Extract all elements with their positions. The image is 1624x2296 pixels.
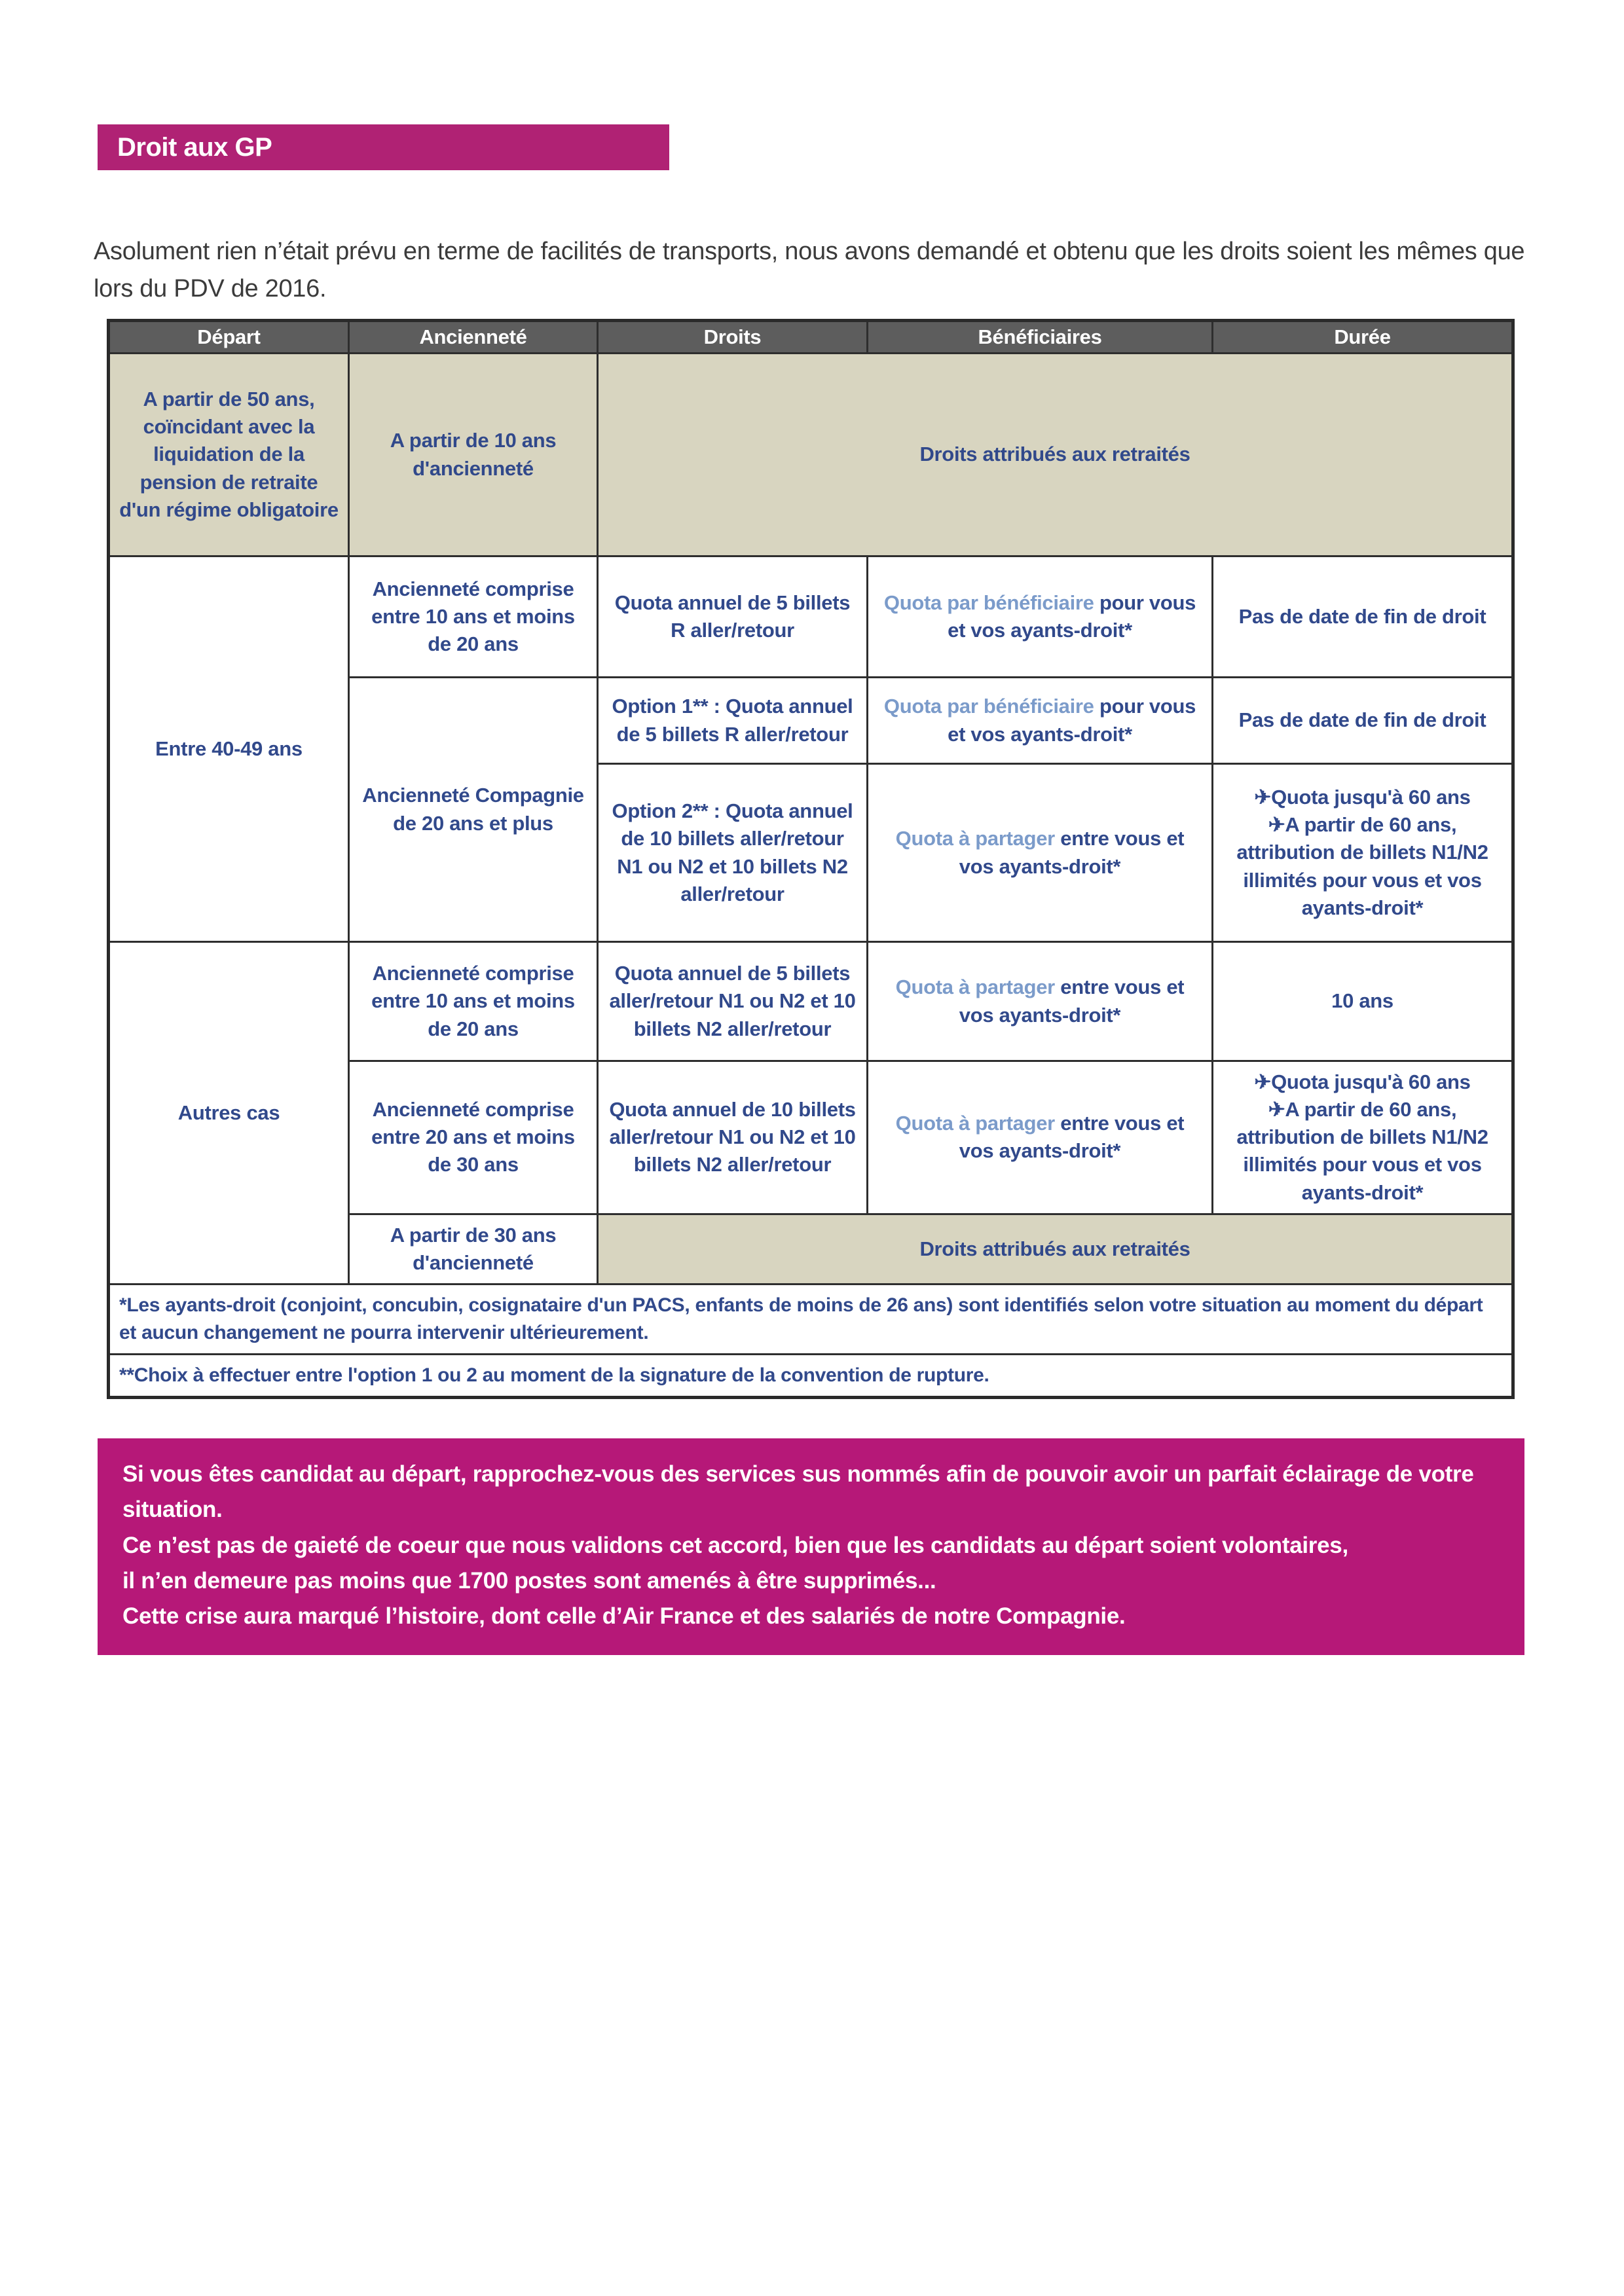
cell-anciennete-4049-1: Ancienneté comprise entre 10 ans et moins de 20 ans: [349, 556, 598, 678]
cell-benef-4049-2: [868, 678, 1213, 764]
row-retraite: [109, 354, 1513, 556]
header-beneficiaires: Bénéficiaires: [868, 321, 1213, 354]
cell-duree-4049-2: Pas de date de fin de droit: [1213, 678, 1513, 764]
cell-duree-autres-1: 10 ans: [1213, 942, 1513, 1061]
cell-anciennete-retraite: A partir de 10 ans d'ancienneté: [349, 354, 598, 556]
cell-depart-retraite: A partir de 50 ans, coïncidant avec la liquidation de la pension de retraite d'un régime obligatoire: [109, 354, 349, 556]
callout-line: il n’en demeure pas moins que 1700 postes sont amenés à être supprimés...: [122, 1567, 936, 1594]
cell-benef-4049-1: [868, 556, 1213, 678]
callout-line: Si vous êtes candidat au départ, rapprochez-vous des services sus nommés afin de pouvoir avoir un parfait éclairage de votre situation.: [122, 1461, 1474, 1523]
benef-rest: pour vous et vos ayants-droit*: [948, 695, 1196, 746]
cell-benef-autres-2: [868, 1061, 1213, 1214]
footnote-row-1: [109, 1285, 1513, 1355]
duree-line-text: Quota jusqu'à 60 ans: [1271, 1070, 1471, 1093]
benef-rest: pour vous et vos ayants-droit*: [948, 591, 1196, 642]
cell-droits-option1: Option 1** : Quota annuel de 5 billets R aller/retour: [598, 678, 868, 764]
cell-anciennete-autres-2: Ancienneté comprise entre 20 ans et moins de 30 ans: [349, 1061, 598, 1214]
cell-droits-option2: Option 2** : Quota annuel de 10 billets aller/retour N1 ou N2 et 10 billets N2 aller/retour: [598, 764, 868, 942]
cell-duree-4049-3: [1213, 764, 1513, 942]
callout-line: Ce n’est pas de gaieté de coeur que nous validons cet accord, bien que les candidats au départ soient volontaires,: [122, 1532, 1348, 1558]
cell-anciennete-autres-3: A partir de 30 ans d'ancienneté: [349, 1214, 598, 1284]
benef-rest: entre vous et vos ayants-droit*: [959, 827, 1185, 878]
benef-highlight: Quota à partager: [895, 827, 1055, 850]
benef-rest: entre vous et vos ayants-droit*: [959, 1112, 1185, 1163]
section-title-banner: [98, 124, 669, 170]
cell-droits-autres-2: Quota annuel de 10 billets aller/retour N1 ou N2 et 10 billets N2 aller/retour: [598, 1061, 868, 1214]
duree-line-text: Quota jusqu'à 60 ans: [1271, 786, 1471, 809]
airplane-icon: ✈: [1268, 1098, 1285, 1121]
duree-line-text: A partir de 60 ans, attribution de billets N1/N2 illimités pour vous et vos ayants-droit*: [1236, 1098, 1488, 1204]
cell-droits-autres-1: Quota annuel de 5 billets aller/retour N1 ou N2 et 10 billets N2 aller/retour: [598, 942, 868, 1061]
intro-paragraph: Asolument rien n’était prévu en terme de facilités de transports, nous avons demandé et obtenu que les droits soient les mêmes que lors du PDV de 2016.: [94, 238, 1525, 302]
cell-benef-4049-3: [868, 764, 1213, 942]
cell-droits-4049-1: Quota annuel de 5 billets R aller/retour: [598, 556, 868, 678]
airplane-icon: ✈: [1268, 813, 1285, 837]
header-depart: Départ: [109, 321, 349, 354]
row-4049-1: [109, 556, 1513, 678]
table-header-row: [109, 321, 1513, 354]
cell-anciennete-autres-1: Ancienneté comprise entre 10 ans et moins de 20 ans: [349, 942, 598, 1061]
header-anciennete: Ancienneté: [349, 321, 598, 354]
cell-depart-autres: Autres cas: [109, 942, 349, 1285]
benef-highlight: Quota à partager: [895, 975, 1055, 999]
cell-depart-4049: Entre 40-49 ans: [109, 556, 349, 942]
benef-rest: entre vous et vos ayants-droit*: [959, 975, 1185, 1027]
header-droits: Droits: [598, 321, 868, 354]
airplane-icon: ✈: [1254, 1070, 1272, 1093]
cell-anciennete-4049-2: Ancienneté Compagnie de 20 ans et plus: [349, 678, 598, 942]
footnote-row-2: [109, 1355, 1513, 1398]
footnote-choix-option: **Choix à effectuer entre l'option 1 ou 2 au moment de la signature de la convention de rupture.: [109, 1355, 1513, 1398]
cell-merged-retraite: Droits attribués aux retraités: [598, 354, 1513, 556]
footnote-ayants-droit: *Les ayants-droit (conjoint, concubin, cosignataire d'un PACS, enfants de moins de 26 ans) sont identifiés selon votre situation au moment du départ et aucun changement ne pourra intervenir ultérieurement.: [109, 1285, 1513, 1355]
page-title: Droit aux GP: [117, 132, 272, 162]
airplane-icon: ✈: [1254, 786, 1272, 809]
cell-duree-4049-1: Pas de date de fin de droit: [1213, 556, 1513, 678]
row-autres-1: [109, 942, 1513, 1061]
cell-merged-autres: Droits attribués aux retraités: [598, 1214, 1513, 1284]
gp-rights-table: [107, 319, 1515, 1399]
benef-highlight: Quota par bénéficiaire: [883, 591, 1094, 614]
benef-highlight: Quota à partager: [895, 1112, 1055, 1135]
benef-highlight: Quota par bénéficiaire: [883, 695, 1094, 718]
duree-line-text: A partir de 60 ans, attribution de billets N1/N2 illimités pour vous et vos ayants-droit*: [1236, 813, 1488, 919]
callout-box: [98, 1438, 1524, 1655]
cell-duree-autres-2: [1213, 1061, 1513, 1214]
header-duree: Durée: [1213, 321, 1513, 354]
cell-benef-autres-1: [868, 942, 1213, 1061]
callout-line: Cette crise aura marqué l’histoire, dont celle d’Air France et des salariés de notre Compagnie.: [122, 1603, 1126, 1629]
